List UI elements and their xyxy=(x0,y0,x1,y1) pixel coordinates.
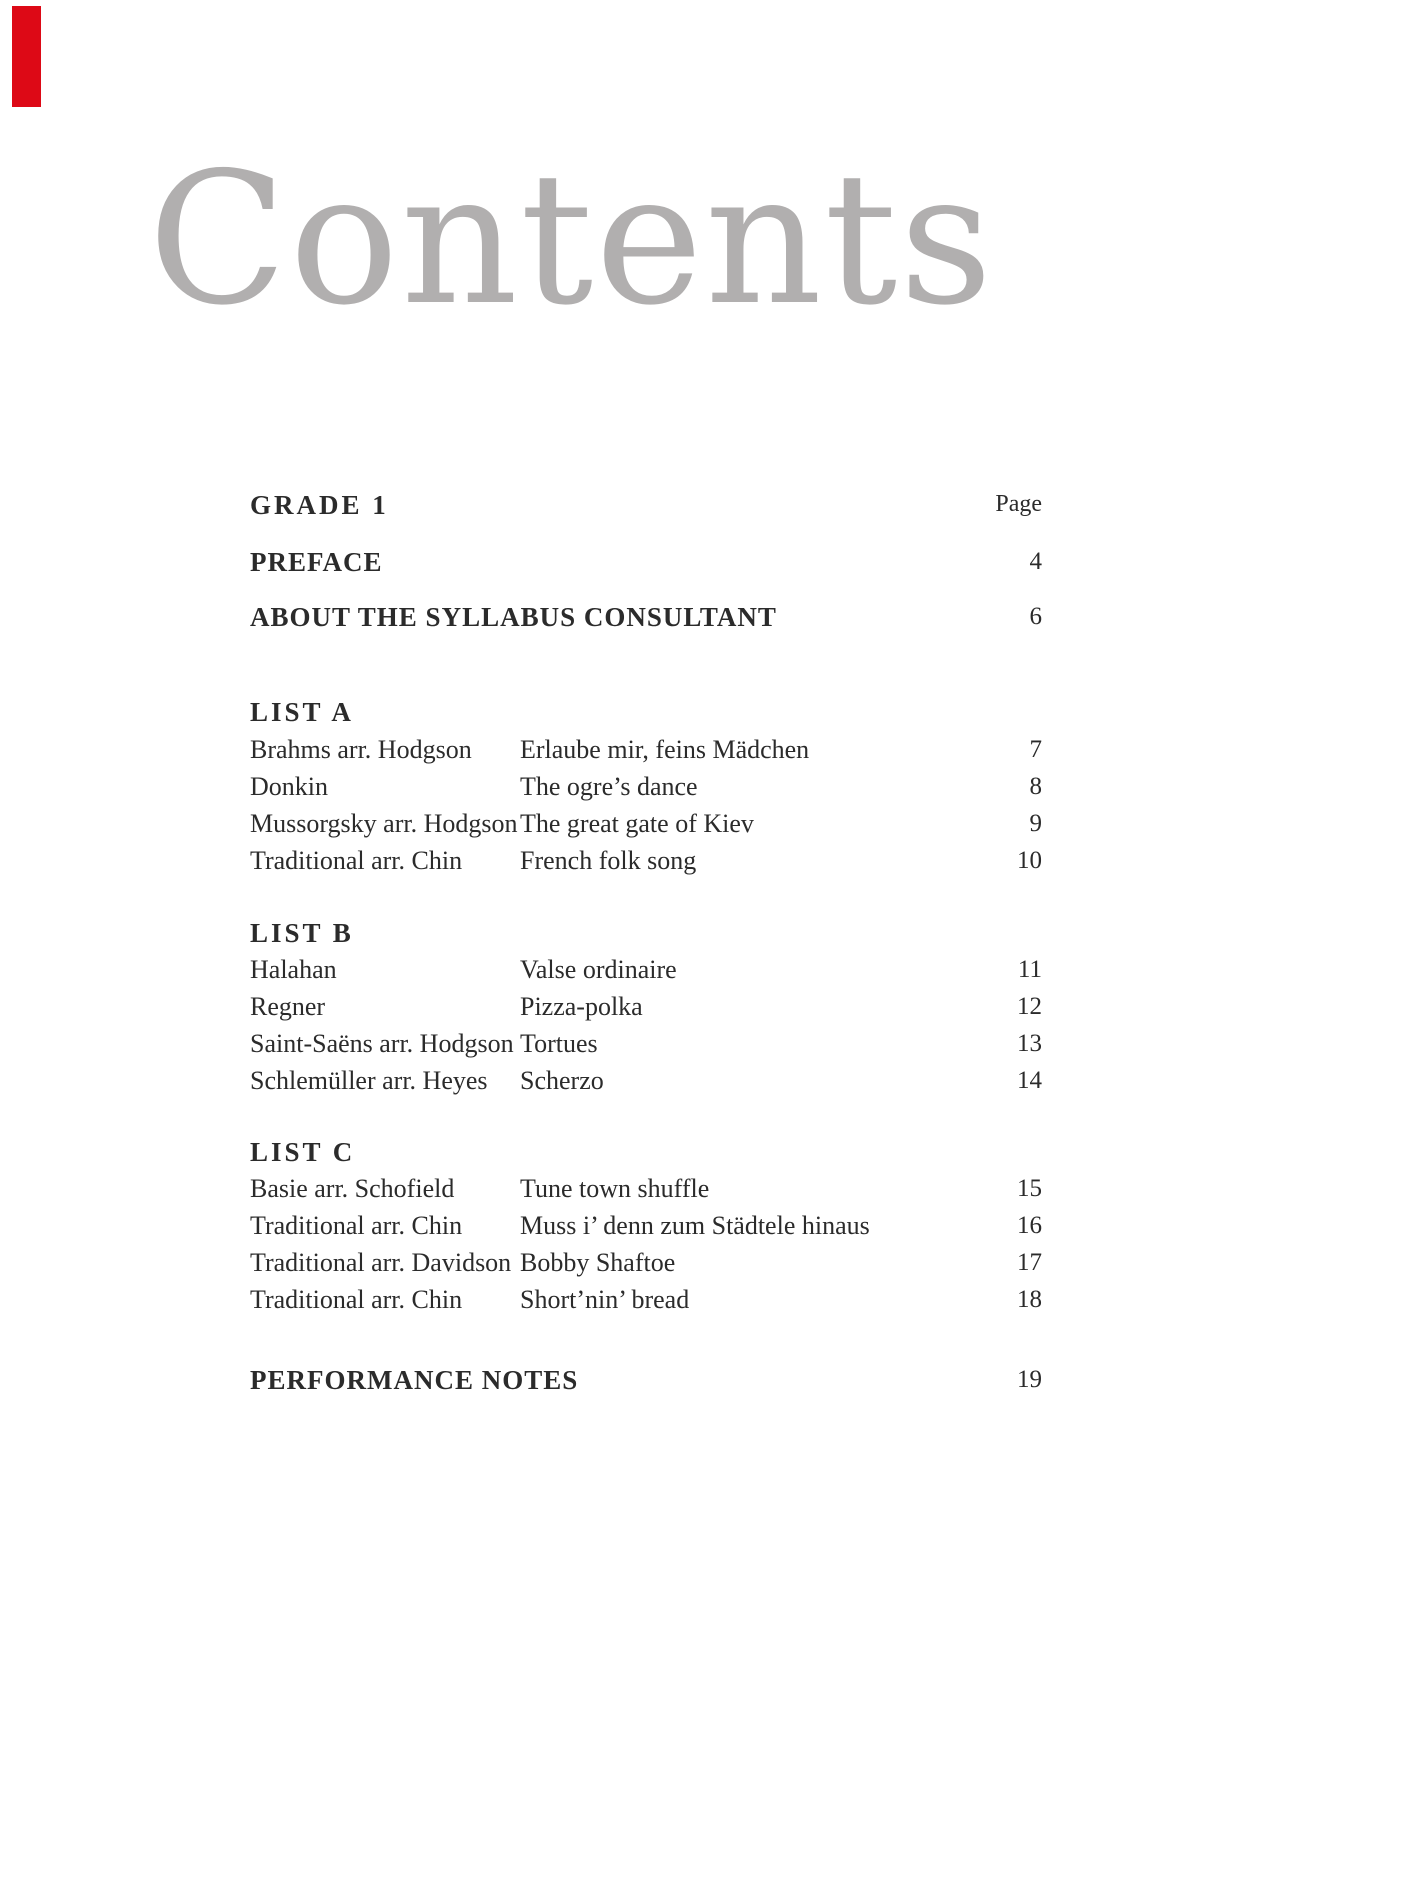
contents-title: Contents xyxy=(148,133,995,345)
toc-entry-preface xyxy=(250,547,1042,583)
toc-entry xyxy=(250,1211,1042,1247)
title-cell: The ogre’s dance xyxy=(520,772,698,801)
title-cell: Pizza-polka xyxy=(520,992,643,1021)
toc-entry xyxy=(250,809,1042,845)
entry-label: PREFACE xyxy=(250,547,383,577)
entry-label: PERFORMANCE NOTES xyxy=(250,1365,579,1395)
list-heading-c xyxy=(250,1137,1042,1173)
toc-entry xyxy=(250,1066,1042,1102)
list-heading-label: LIST C xyxy=(250,1137,356,1167)
toc-entry xyxy=(250,955,1042,991)
title-cell: Tune town shuffle xyxy=(520,1174,710,1203)
page-number-cell: 10 xyxy=(1017,847,1042,874)
list-heading-b xyxy=(250,918,1042,954)
page-number-cell: 7 xyxy=(1029,736,1042,763)
page-number-cell: 19 xyxy=(1017,1366,1042,1393)
composer-cell: Halahan xyxy=(250,955,337,984)
composer-cell: Traditional arr. Chin xyxy=(250,1285,463,1314)
page-number-cell: 15 xyxy=(1017,1175,1042,1202)
toc-entry-about-syllabus-consultant xyxy=(250,602,1042,638)
composer-cell: Traditional arr. Chin xyxy=(250,1211,463,1240)
page-column-label: Page xyxy=(995,491,1042,517)
list-heading-label: LIST B xyxy=(250,918,354,948)
list-heading-label: LIST A xyxy=(250,697,354,727)
toc-entry xyxy=(250,1174,1042,1210)
title-cell: Scherzo xyxy=(520,1066,604,1095)
page-number-cell: 4 xyxy=(1029,548,1042,575)
toc-entry xyxy=(250,772,1042,808)
title-cell: Valse ordinaire xyxy=(520,955,677,984)
toc-header-row xyxy=(250,490,1042,526)
toc-entry xyxy=(250,1248,1042,1284)
composer-cell: Brahms arr. Hodgson xyxy=(250,735,472,764)
title-cell: Tortues xyxy=(520,1029,598,1058)
page-number-cell: 14 xyxy=(1017,1067,1042,1094)
composer-cell: Basie arr. Schofield xyxy=(250,1174,455,1203)
toc-entry xyxy=(250,1285,1042,1321)
composer-cell: Regner xyxy=(250,992,326,1021)
composer-cell: Traditional arr. Chin xyxy=(250,846,463,875)
page-number-cell: 12 xyxy=(1017,993,1042,1020)
toc-entry-performance-notes xyxy=(250,1365,1042,1401)
composer-cell: Donkin xyxy=(250,772,328,801)
page-number-cell: 9 xyxy=(1029,810,1042,837)
page-number-cell: 6 xyxy=(1029,603,1042,630)
page-number-cell: 13 xyxy=(1017,1030,1042,1057)
composer-cell: Traditional arr. Davidson xyxy=(250,1248,512,1277)
red-edge-mark xyxy=(12,6,41,107)
title-cell: Bobby Shaftoe xyxy=(520,1248,676,1277)
page-number-cell: 8 xyxy=(1029,773,1042,800)
composer-cell: Schlemüller arr. Heyes xyxy=(250,1066,488,1095)
entry-label: ABOUT THE SYLLABUS CONSULTANT xyxy=(250,602,777,632)
list-heading-a xyxy=(250,697,1042,733)
toc-entry xyxy=(250,735,1042,771)
title-cell: French folk song xyxy=(520,846,697,875)
title-cell: The great gate of Kiev xyxy=(520,809,754,838)
toc-entry xyxy=(250,846,1042,882)
toc-entry xyxy=(250,1029,1042,1065)
title-cell: Short’nin’ bread xyxy=(520,1285,690,1314)
page-number-cell: 16 xyxy=(1017,1212,1042,1239)
grade-heading: GRADE 1 xyxy=(250,490,389,520)
composer-cell: Mussorgsky arr. Hodgson xyxy=(250,809,518,838)
composer-cell: Saint-Saëns arr. Hodgson xyxy=(250,1029,514,1058)
page-number-cell: 17 xyxy=(1017,1249,1042,1276)
title-cell: Erlaube mir, feins Mädchen xyxy=(520,735,810,764)
page-number-cell: 18 xyxy=(1017,1286,1042,1313)
title-cell: Muss i’ denn zum Städtele hinaus xyxy=(520,1211,870,1240)
page-number-cell: 11 xyxy=(1017,956,1042,983)
toc-entry xyxy=(250,992,1042,1028)
